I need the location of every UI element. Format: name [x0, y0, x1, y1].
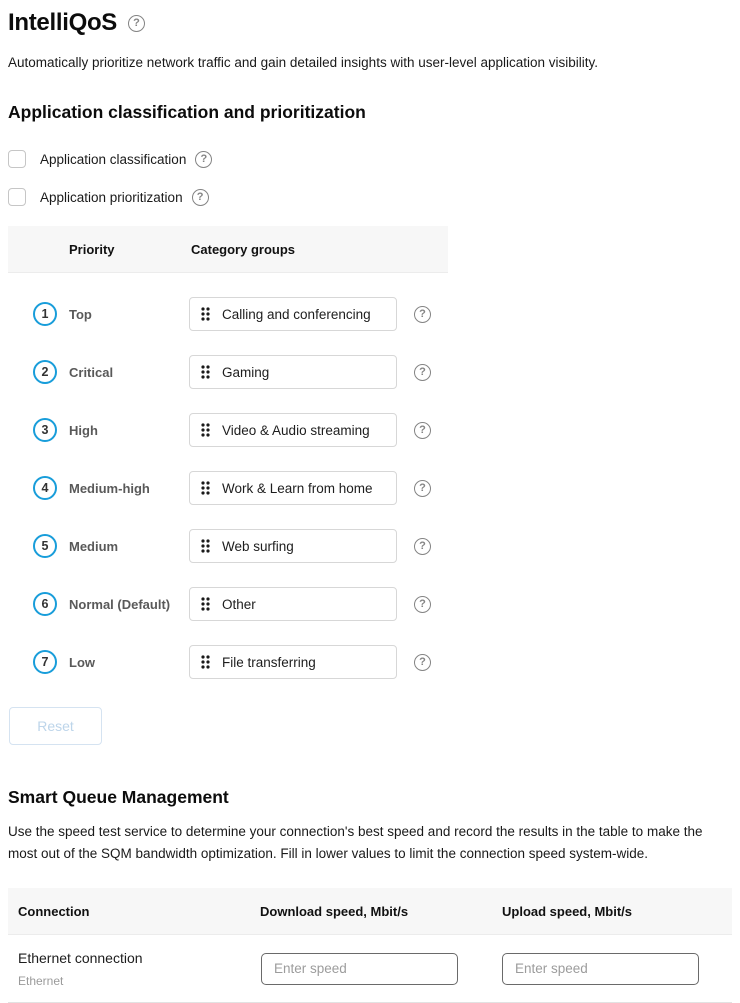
- priority-number-badge: 5: [33, 534, 57, 558]
- category-group-label: Work & Learn from home: [222, 480, 373, 496]
- priority-number-badge: 3: [33, 418, 57, 442]
- category-group-box[interactable]: [189, 645, 397, 679]
- category-group-box[interactable]: [189, 471, 397, 505]
- help-icon[interactable]: ?: [414, 538, 431, 555]
- classification-checkboxes: [8, 150, 732, 206]
- help-icon[interactable]: ?: [195, 151, 212, 168]
- page-title: IntelliQoS: [8, 9, 118, 36]
- sqm-section-heading: Smart Queue Management: [8, 787, 229, 807]
- category-group-label: Gaming: [222, 364, 270, 380]
- category-group-label: Video & Audio streaming: [222, 422, 370, 438]
- drag-handle-icon[interactable]: [201, 655, 210, 669]
- priority-label: Normal (Default): [69, 596, 171, 612]
- download-column-header: Download speed, Mbit/s: [260, 903, 409, 919]
- priority-row: [8, 575, 448, 633]
- sqm-description: Use the speed test service to determine your connection's best speed and record the results in the table to make the most out of the SQM bandwidth optimization. Fill in lower values to limit the connection speed system-wide.: [8, 824, 703, 861]
- page-subtitle: Automatically prioritize network traffic and gain detailed insights with user-level application visibility.: [8, 55, 599, 70]
- priority-column-header: Priority: [69, 241, 115, 257]
- priority-table: [8, 226, 448, 691]
- connection-name: Ethernet connection: [18, 949, 143, 966]
- category-group-box[interactable]: [189, 529, 397, 563]
- application-prioritization-label[interactable]: Application prioritization: [40, 189, 183, 205]
- priority-number-badge: 1: [33, 302, 57, 326]
- priority-number-badge: 7: [33, 650, 57, 674]
- priority-row: [8, 459, 448, 517]
- category-group-box[interactable]: [189, 355, 397, 389]
- sqm-table-header: [8, 888, 732, 935]
- priority-number-badge: 6: [33, 592, 57, 616]
- application-classification-row: [8, 150, 732, 168]
- priority-label: Top: [69, 306, 92, 322]
- priority-table-header: [8, 226, 448, 273]
- download-speed-cell: [260, 953, 502, 985]
- application-classification-label[interactable]: Application classification: [40, 151, 187, 167]
- help-icon[interactable]: ?: [414, 306, 431, 323]
- priority-row: [8, 285, 448, 343]
- help-icon[interactable]: ?: [414, 480, 431, 497]
- classification-section-heading: Application classification and prioritization: [8, 102, 366, 122]
- upload-speed-cell: [502, 953, 732, 985]
- category-group-label: Web surfing: [222, 538, 294, 554]
- application-prioritization-row: [8, 188, 732, 206]
- help-icon[interactable]: ?: [414, 596, 431, 613]
- connection-column-header: Connection: [18, 903, 90, 919]
- category-group-label: Other: [222, 596, 256, 612]
- help-icon[interactable]: ?: [192, 189, 209, 206]
- priority-label: Critical: [69, 364, 114, 380]
- category-group-box[interactable]: [189, 587, 397, 621]
- reset-button[interactable]: Reset: [9, 707, 102, 745]
- drag-handle-icon[interactable]: [201, 481, 210, 495]
- download-speed-input[interactable]: [261, 953, 458, 985]
- priority-label: Low: [69, 654, 95, 670]
- priority-number-badge: 2: [33, 360, 57, 384]
- category-group-label: File transferring: [222, 654, 316, 670]
- connection-subtitle: Ethernet: [18, 973, 64, 988]
- drag-handle-icon[interactable]: [201, 423, 210, 437]
- ethernet-connection-row: [8, 935, 732, 1003]
- priority-row: [8, 343, 448, 401]
- priority-label: Medium: [69, 538, 119, 554]
- drag-handle-icon[interactable]: [201, 597, 210, 611]
- upload-speed-input[interactable]: [502, 953, 699, 985]
- sqm-table: [8, 888, 732, 1003]
- help-icon[interactable]: ?: [414, 422, 431, 439]
- priority-table-body: [8, 273, 448, 691]
- priority-row: [8, 401, 448, 459]
- help-icon[interactable]: ?: [128, 15, 145, 32]
- application-classification-checkbox[interactable]: [8, 150, 26, 168]
- help-icon[interactable]: ?: [414, 654, 431, 671]
- priority-number-badge: 4: [33, 476, 57, 500]
- connection-cell: [8, 950, 260, 988]
- category-group-label: Calling and conferencing: [222, 306, 371, 322]
- category-group-box[interactable]: [189, 297, 397, 331]
- application-prioritization-checkbox[interactable]: [8, 188, 26, 206]
- drag-handle-icon[interactable]: [201, 307, 210, 321]
- page-header: [8, 8, 732, 38]
- drag-handle-icon[interactable]: [201, 539, 210, 553]
- upload-column-header: Upload speed, Mbit/s: [502, 903, 633, 919]
- priority-label: High: [69, 422, 98, 438]
- priority-row: [8, 633, 448, 691]
- drag-handle-icon[interactable]: [201, 365, 210, 379]
- priority-row: [8, 517, 448, 575]
- priority-label: Medium-high: [69, 480, 150, 496]
- help-icon[interactable]: ?: [414, 364, 431, 381]
- category-group-box[interactable]: [189, 413, 397, 447]
- category-column-header: Category groups: [191, 241, 296, 257]
